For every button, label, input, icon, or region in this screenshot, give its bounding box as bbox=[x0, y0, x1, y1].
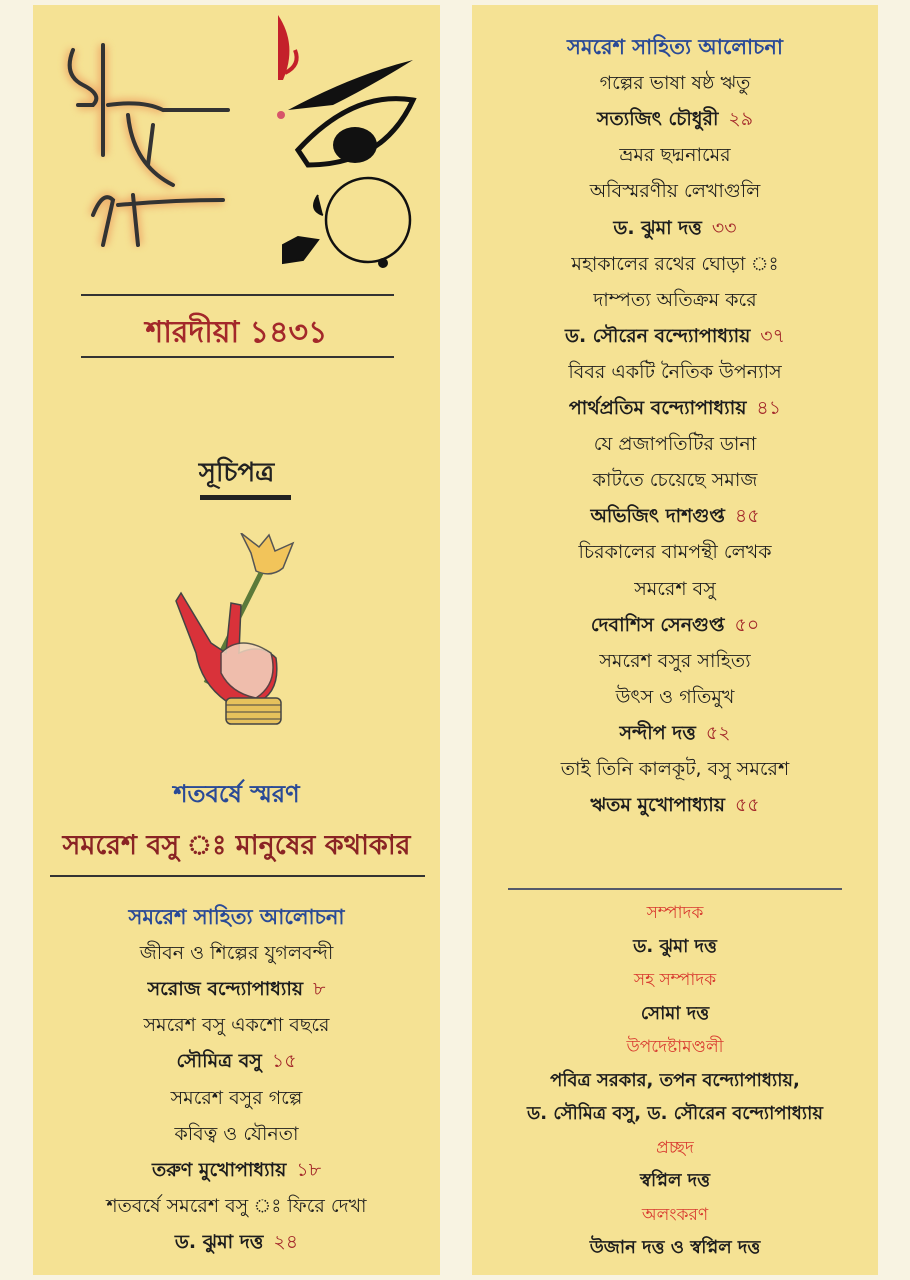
page-number: ৩৭ bbox=[760, 324, 785, 347]
credit-role: অলংকরণ bbox=[641, 1204, 709, 1225]
title-text: অবিস্মরণীয় লেখাগুলি bbox=[589, 180, 761, 203]
section-heading bbox=[33, 903, 440, 931]
heading-text: সমরেশ সাহিত্য আলোচনা bbox=[566, 35, 784, 59]
hand-holding-lotus-illustration bbox=[171, 533, 306, 728]
durga-eye-logo-icon bbox=[33, 5, 440, 285]
entry-title bbox=[472, 538, 878, 566]
author-text: সত্যজিৎ চৌধুরী bbox=[596, 108, 719, 131]
entry-author bbox=[472, 214, 878, 242]
divider bbox=[81, 356, 394, 358]
entry-title bbox=[472, 250, 878, 278]
title-text: বিবর একটি নৈতিক উপন্যাস bbox=[568, 360, 782, 383]
entry-title bbox=[472, 69, 878, 97]
page-number: ২৪ bbox=[273, 1230, 299, 1253]
heading-text: সমরেশ সাহিত্য আলোচনা bbox=[128, 905, 345, 929]
entry-title bbox=[472, 358, 878, 386]
entry-title bbox=[33, 1192, 440, 1220]
entry-title bbox=[472, 647, 878, 675]
title-text: উৎস ও গতিমুখ bbox=[615, 685, 735, 708]
title-text: কবিত্ব ও যৌনতা bbox=[174, 1122, 299, 1145]
credit-person: ড. সৌমিত্র বসু, ড. সৌরেন বন্দ্যোপাধ্যায় bbox=[527, 1103, 823, 1124]
title-text: জীবন ও শিল্পের যুগলবন্দী bbox=[139, 942, 334, 965]
author-text: সরোজ বন্দ্যোপাধ্যায় bbox=[147, 978, 304, 1001]
title-text: গল্পের ভাষা ষষ্ঠ ঋতু bbox=[599, 72, 751, 95]
title-text: মহাকালের রথের ঘোড়া ঃ bbox=[571, 252, 779, 275]
entry-title bbox=[472, 141, 878, 169]
issue-title: শারদীয়া ১৪৩১ bbox=[145, 315, 328, 350]
title-text: ভ্রমর ছদ্মনামের bbox=[619, 144, 731, 167]
author-text: দেবাশিস সেনগুপ্ত bbox=[590, 613, 725, 636]
credit-person: ড. ঝুমা দত্ত bbox=[633, 935, 717, 957]
credit-person: পবিত্র সরকার, তপন বন্দ্যোপাধ্যায়, bbox=[550, 1069, 800, 1091]
entry-title bbox=[472, 430, 878, 458]
credit-role: সম্পাদক bbox=[646, 903, 704, 923]
entry-title bbox=[33, 1084, 440, 1112]
section-heading bbox=[472, 33, 878, 61]
entry-author bbox=[472, 719, 878, 747]
contents-heading: সূচিপত্র bbox=[198, 458, 275, 488]
title-text: শতবর্ষে সমরেশ বসু ঃ ফিরে দেখা bbox=[106, 1194, 367, 1217]
entry-author bbox=[33, 1047, 440, 1075]
author-text: সৌমিত্র বসু bbox=[176, 1050, 262, 1073]
entry-author bbox=[472, 502, 878, 530]
entry-author bbox=[472, 105, 878, 133]
page-number: ৮ bbox=[313, 978, 326, 1001]
entry-title bbox=[472, 755, 878, 783]
entry-author bbox=[472, 791, 878, 819]
credit-person: সোমা দত্ত bbox=[640, 1002, 710, 1024]
author-text: ড. ঝুমা দত্ত bbox=[174, 1230, 264, 1253]
divider bbox=[81, 294, 394, 296]
page-number: ৫২ bbox=[705, 721, 731, 744]
tribute-title: সমরেশ বসু ঃ মানুষের কথাকার bbox=[62, 830, 411, 861]
page-number: ২৯ bbox=[728, 108, 754, 131]
divider bbox=[508, 888, 842, 890]
page-number: ৫৫ bbox=[734, 794, 760, 817]
page-number: ১৫ bbox=[271, 1050, 297, 1073]
entry-title bbox=[472, 683, 878, 711]
title-text: সমরেশ বসু একশো বছরে bbox=[143, 1014, 330, 1037]
entry-title bbox=[33, 939, 440, 967]
author-text: ঋতম মুখোপাধ্যায় bbox=[590, 794, 725, 817]
author-text: তরুণ মুখোপাধ্যায় bbox=[151, 1158, 287, 1181]
credit-role: প্রচ্ছদ bbox=[656, 1137, 694, 1158]
credit-role: সহ সম্পাদক bbox=[633, 970, 717, 990]
entry-author bbox=[33, 1228, 440, 1256]
entry-title bbox=[472, 466, 878, 494]
credit-role: উপদেষ্টামণ্ডলী bbox=[626, 1037, 724, 1057]
right-page bbox=[472, 5, 878, 1275]
author-text: ড. ঝুমা দত্ত bbox=[613, 216, 702, 239]
author-text: ড. সৌরেন বন্দ্যোপাধ্যায় bbox=[564, 324, 751, 347]
entry-author bbox=[33, 975, 440, 1003]
title-text: চিরকালের বামপন্থী লেখক bbox=[578, 541, 772, 564]
hand-lotus-icon bbox=[171, 533, 306, 728]
logo bbox=[33, 5, 440, 285]
entry-title bbox=[33, 1011, 440, 1039]
entry-title bbox=[33, 1120, 440, 1148]
page-number: ৪৫ bbox=[734, 505, 760, 528]
title-text: কাটতে চেয়েছে সমাজ bbox=[592, 469, 758, 492]
title-text: সমরেশ বসুর সাহিত্য bbox=[599, 649, 751, 672]
author-text: সন্দীপ দত্ত bbox=[619, 721, 696, 744]
divider bbox=[50, 875, 425, 877]
author-text: অভিজিৎ দাশগুপ্ত bbox=[590, 505, 725, 528]
page-number: ৩৩ bbox=[711, 216, 737, 239]
title-text: তাই তিনি কালকূট, বসু সমরেশ bbox=[560, 758, 790, 780]
title-text: সমরেশ বসু bbox=[634, 577, 716, 600]
entry-title bbox=[472, 575, 878, 603]
title-text: সমরেশ বসুর গল্পে bbox=[170, 1086, 303, 1109]
left-page bbox=[33, 5, 440, 1275]
title-text: যে প্রজাপতিটির ডানা bbox=[593, 433, 757, 456]
page-number: ৪১ bbox=[756, 397, 782, 419]
entry-title bbox=[472, 177, 878, 205]
contents-underline bbox=[200, 495, 291, 500]
entry-author bbox=[472, 394, 878, 422]
author-text: পার্থপ্রতিম বন্দ্যোপাধ্যায় bbox=[568, 397, 747, 419]
entry-author bbox=[472, 322, 878, 350]
entry-author bbox=[33, 1156, 440, 1184]
credit-person: স্বপ্নিল দত্ত bbox=[640, 1170, 710, 1191]
title-text: দাম্পত্য অতিক্রম করে bbox=[593, 288, 757, 311]
credit-person: উজান দত্ত ও স্বপ্নিল দত্ত bbox=[589, 1237, 761, 1258]
entry-author bbox=[472, 611, 878, 639]
page-number: ১৮ bbox=[296, 1158, 322, 1181]
entry-title bbox=[472, 286, 878, 314]
tribute-subtitle: শতবর্ষে স্মরণ bbox=[173, 780, 300, 808]
page-number: ৫০ bbox=[734, 613, 760, 636]
